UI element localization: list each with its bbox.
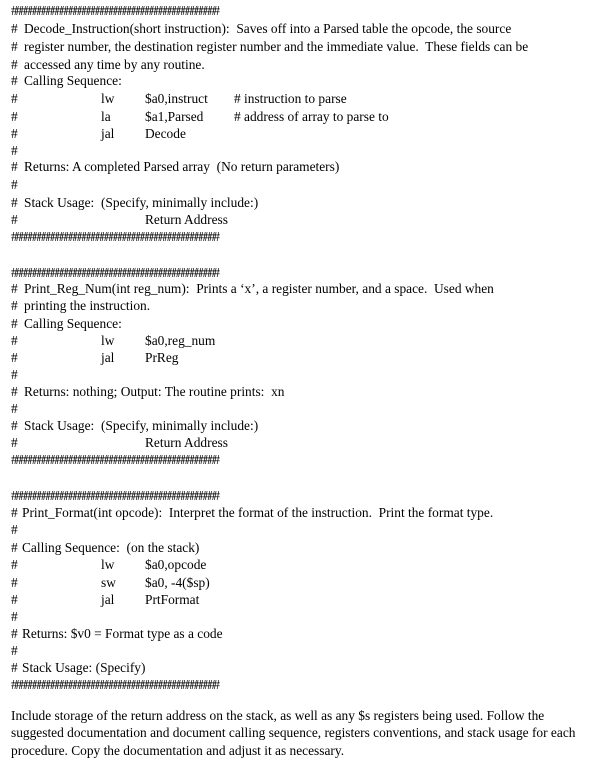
opcode: sw — [101, 575, 116, 590]
stack-usage: Stack Usage: (Specify, minimally include:) — [24, 418, 259, 433]
function-signature: Decode_Instruction(short instruction): Saves off into a Parsed table the opcode, the source — [24, 21, 512, 36]
hash-prefix: # — [11, 333, 18, 348]
opcode: jal — [101, 350, 115, 365]
instructions-paragraph: Include storage of the return address on the stack, as well as any $s registers being used. Follow the suggested documentation and document calling sequence, registers conventions, and stack usage for each procedure. Copy the documentation and adjust it as necessary. — [11, 708, 576, 758]
description: register number, the destination register number and the immediate value. These fields can be — [24, 39, 529, 54]
return-address: Return Address — [145, 435, 228, 450]
hash-prefix: # — [11, 281, 18, 296]
hash-prefix: # — [11, 39, 18, 54]
hash-prefix: # — [11, 109, 18, 124]
operand: $a0,reg_num — [145, 333, 216, 348]
inline-comment: # address of array to parse to — [234, 109, 389, 124]
hash-prefix: # — [11, 177, 18, 192]
description: accessed any time by any routine. — [24, 57, 205, 72]
hash-prefix: # — [11, 522, 18, 537]
hash-prefix: # — [11, 505, 18, 520]
opcode: la — [101, 109, 111, 124]
hash-prefix: # — [11, 401, 18, 416]
hash-prefix: # — [11, 660, 18, 675]
operand: PrReg — [145, 350, 179, 365]
returns-note: Returns: $v0 = Format type as a code — [22, 626, 223, 641]
hash-prefix: # — [11, 298, 18, 313]
hash-prefix: # — [11, 435, 18, 450]
operand: $a0, -4($sp) — [145, 575, 210, 590]
hash-prefix: # — [11, 73, 18, 88]
hash-prefix: # — [11, 212, 18, 227]
opcode: lw — [101, 557, 115, 572]
operand: $a0,instruct — [145, 91, 208, 106]
divider: ############################################## — [11, 3, 218, 18]
hash-prefix: # — [11, 384, 18, 399]
hash-prefix: # — [11, 350, 18, 365]
hash-prefix: # — [11, 195, 18, 210]
hash-prefix: # — [11, 643, 18, 658]
function-signature: Print_Format(int opcode): Interpret the format of the instruction. Print the format type. — [22, 505, 494, 520]
calling-sequence-label: Calling Sequence: — [24, 73, 122, 88]
description: printing the instruction. — [24, 298, 151, 313]
divider: ############################################## — [11, 488, 218, 503]
hash-prefix: # — [11, 540, 18, 555]
hash-prefix: # — [11, 557, 18, 572]
return-address: Return Address — [145, 212, 228, 227]
opcode: lw — [101, 333, 115, 348]
operand: $a1,Parsed — [145, 109, 204, 124]
hash-prefix: # — [11, 609, 18, 624]
hash-prefix: # — [11, 592, 18, 607]
operand: $a0,opcode — [145, 557, 207, 572]
calling-sequence-label: Calling Sequence: — [24, 316, 122, 331]
hash-prefix: # — [11, 57, 18, 72]
divider: ############################################## — [11, 229, 218, 244]
divider: ############################################## — [11, 452, 218, 467]
hash-prefix: # — [11, 126, 18, 141]
hash-prefix: # — [11, 626, 18, 641]
divider: ############################################## — [11, 677, 218, 692]
hash-prefix: # — [11, 367, 18, 382]
stack-usage: Stack Usage: (Specify, minimally include:) — [24, 195, 259, 210]
stack-usage: Stack Usage: (Specify) — [22, 660, 146, 675]
hash-prefix: # — [11, 418, 18, 433]
hash-prefix: # — [11, 91, 18, 106]
hash-prefix: # — [11, 143, 18, 158]
hash-prefix: # — [11, 21, 18, 36]
calling-sequence-label: Calling Sequence: (on the stack) — [22, 540, 200, 555]
inline-comment: # instruction to parse — [234, 91, 347, 106]
opcode: jal — [101, 592, 115, 607]
operand: Decode — [145, 126, 186, 141]
hash-prefix: # — [11, 159, 18, 174]
returns-note: Returns: A completed Parsed array (No return parameters) — [24, 159, 340, 174]
opcode: jal — [101, 126, 115, 141]
hash-prefix: # — [11, 316, 18, 331]
divider: ############################################## — [11, 265, 218, 280]
function-signature: Print_Reg_Num(int reg_num): Prints a ‘x’, a register number, and a space. Used when — [24, 281, 494, 296]
returns-note: Returns: nothing; Output: The routine prints: xn — [24, 384, 285, 399]
opcode: lw — [101, 91, 115, 106]
operand: PrtFormat — [145, 592, 200, 607]
hash-prefix: # — [11, 575, 18, 590]
